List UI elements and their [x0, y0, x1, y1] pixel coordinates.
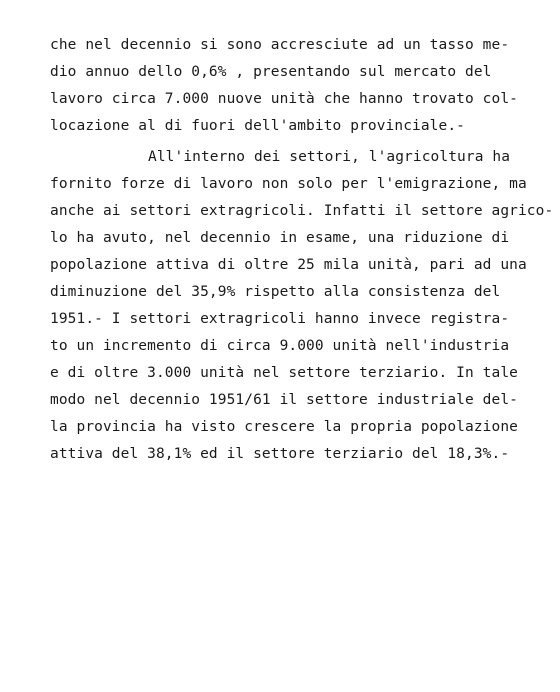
text-line-5: All'interno dei settori, l'agricoltura ha — [148, 149, 511, 165]
text-line-15: la provincia ha visto crescere la propria popolazione — [50, 419, 518, 435]
text-line-9: popolazione attiva di oltre 25 mila unità, pari ad una — [50, 257, 527, 273]
text-line-3: lavoro circa 7.000 nuove unità che hanno trovato col- — [50, 91, 518, 107]
text-line-7: anche ai settori extragricoli. Infatti il settore agrico- — [50, 203, 554, 219]
text-line-6: fornito forze di lavoro non solo per l'emigrazione, ma — [50, 176, 527, 192]
text-line-16: attiva del 38,1% ed il settore terziario del 18,3%.- — [50, 446, 510, 462]
text-line-11: 1951.- I settori extragricoli hanno invece registra- — [50, 311, 510, 327]
text-line-2: dio annuo dello 0,6% , presentando sul mercato del — [50, 64, 492, 80]
text-line-4: locazione al di fuori dell'ambito provinciale.- — [50, 118, 465, 134]
text-line-10: diminuzione del 35,9% rispetto alla consistenza del — [50, 284, 501, 300]
text-line-14: modo nel decennio 1951/61 il settore industriale del- — [50, 392, 518, 408]
text-line-12: to un incremento di circa 9.000 unità nell'industria — [50, 338, 510, 354]
text-line-1: che nel decennio si sono accresciute ad un tasso me- — [50, 37, 510, 53]
text-line-13: e di oltre 3.000 unità nel settore terziario. In tale — [50, 365, 518, 381]
text-line-8: lo ha avuto, nel decennio in esame, una riduzione di — [50, 230, 510, 246]
